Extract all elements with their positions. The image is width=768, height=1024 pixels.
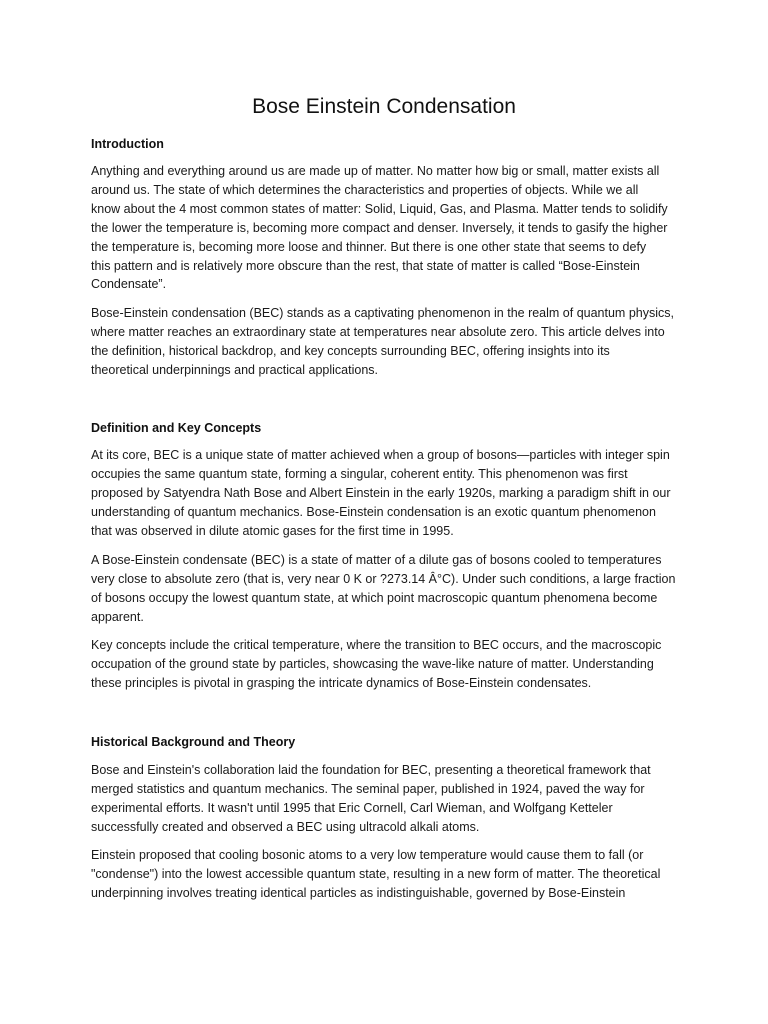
text-line: understanding of quantum mechanics. Bose-Einstein condensation is an exotic quantum phenomenon — [91, 504, 656, 519]
document-title: Bose Einstein Condensation — [252, 95, 516, 118]
text-line: apparent. — [91, 609, 144, 624]
text-line: experimental efforts. It wasn't until 1995 that Eric Cornell, Carl Wieman, and Wolfgang Ketteler — [91, 800, 613, 815]
text-line: of bosons occupy the lowest quantum state, at which point macroscopic quantum phenomena become — [91, 590, 658, 605]
text-line: the lower the temperature is, becoming more compact and denser. Inversely, it tends to gasify the higher — [91, 220, 668, 235]
text-line: occupation of the ground state by particles, showcasing the wave-like nature of matter. Understanding — [91, 656, 654, 671]
text-line: the temperature is, becoming more loose and thinner. But there is one other state that seems to defy — [91, 239, 647, 254]
paragraph-definition-1 — [91, 446, 691, 541]
text-line: know about the 4 most common states of matter: Solid, Liquid, Gas, and Plasma. Matter tends to solidify — [91, 201, 668, 216]
text-line: Einstein proposed that cooling bosonic atoms to a very low temperature would cause them to fall (or — [91, 848, 644, 862]
text-line: where matter reaches an extraordinary state at temperatures near absolute zero. This article delves into — [91, 324, 665, 339]
text-line: this pattern and is relatively more obscure than the rest, that state of matter is called “Bose-Einstein — [91, 258, 640, 273]
paragraph-intro-1 — [91, 162, 691, 294]
paragraph-intro-2 — [91, 304, 691, 380]
paragraph-history-1 — [91, 761, 691, 837]
section-heading-introduction: Introduction — [91, 137, 164, 151]
text-line: occupies the same quantum state, forming a singular, coherent entity. This phenomenon was first — [91, 466, 628, 481]
paragraph-definition-2 — [91, 551, 691, 627]
text-line: merged statistics and quantum mechanics. The seminal paper, published in 1924, paved the way for — [91, 781, 645, 796]
text-line: successfully created and observed a BEC using ultracold alkali atoms. — [91, 819, 480, 834]
paragraph-history-2 — [91, 846, 691, 903]
text-line: Bose and Einstein's collaboration laid the foundation for BEC, presenting a theoretical framework that — [91, 763, 651, 777]
section-heading-definition: Definition and Key Concepts — [91, 421, 262, 435]
text-line: these principles is pivotal in grasping the intricate dynamics of Bose-Einstein condensates. — [91, 675, 592, 690]
text-line: the definition, historical backdrop, and key concepts surrounding BEC, offering insights into its — [91, 343, 610, 358]
text-line: At its core, BEC is a unique state of matter achieved when a group of bosons—particles with integer spin — [91, 448, 670, 462]
text-line: around us. The state of which determines the characteristics and properties of objects. While we all — [91, 182, 639, 197]
section-heading-history: Historical Background and Theory — [91, 735, 296, 749]
text-line: Anything and everything around us are made up of matter. No matter how big or small, matter exists all — [91, 164, 660, 178]
text-line: proposed by Satyendra Nath Bose and Albert Einstein in the early 1920s, marking a paradigm shift in our — [91, 485, 671, 500]
text-line: underpinning involves treating identical particles as indistinguishable, governed by Bose-Einstein — [91, 885, 626, 900]
text-line: theoretical underpinnings and practical applications. — [91, 362, 378, 377]
paragraph-definition-3 — [91, 636, 691, 693]
text-line: Bose-Einstein condensation (BEC) stands as a captivating phenomenon in the realm of quantum physics, — [91, 306, 674, 320]
text-line: that was observed in dilute atomic gases for the first time in 1995. — [91, 523, 454, 538]
text-line: Condensate”. — [91, 277, 167, 292]
text-line: A Bose-Einstein condensate (BEC) is a state of matter of a dilute gas of bosons cooled to temperatures — [91, 553, 662, 567]
text-line: very close to absolute zero (that is, very near 0 K or ?273.14 Â°C). Under such conditions, a large fraction — [91, 571, 676, 586]
text-line: "condense") into the lowest accessible quantum state, resulting in a new form of matter. The theoretical — [91, 866, 661, 881]
text-line: Key concepts include the critical temperature, where the transition to BEC occurs, and the macroscopic — [91, 638, 662, 652]
